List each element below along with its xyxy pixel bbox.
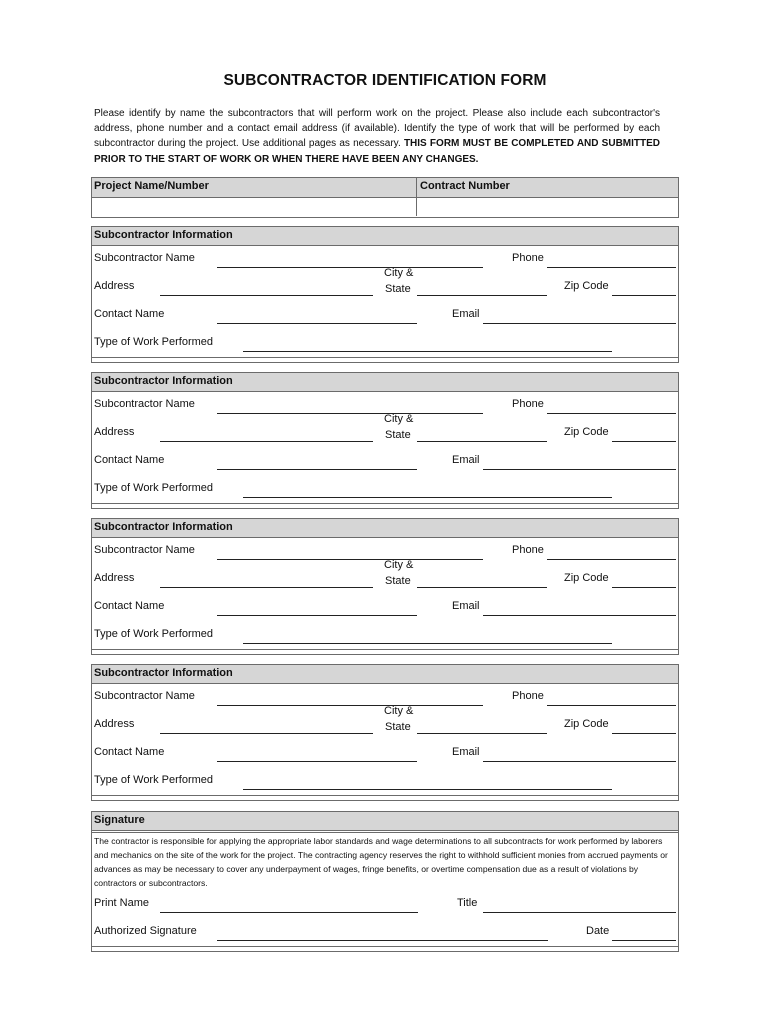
address-label: Address — [94, 572, 135, 584]
phone-field[interactable] — [547, 705, 676, 706]
signature-header: Signature — [92, 812, 678, 831]
print-name-label: Print Name — [94, 897, 150, 909]
intro-text: Please identify by name the subcontractors that will perform work on the project. Please also include each subcontractor's address, phone number and a contact email address (if available). Identify the type of work that will be performed by each subcontractor during the project. Use additional pages as necessary. — [94, 108, 660, 150]
type-of-work-label: Type of Work Performed — [94, 774, 214, 786]
city-state-field[interactable] — [417, 441, 547, 442]
address-field[interactable] — [160, 587, 373, 588]
city-state-label-line2: State — [385, 283, 411, 295]
email-field[interactable] — [483, 323, 676, 324]
phone-field[interactable] — [547, 267, 676, 268]
city-state-label-line1: City & — [384, 413, 414, 425]
block-bottom-rule — [92, 649, 678, 653]
subcontractor-name-label: Subcontractor Name — [94, 544, 195, 556]
zip-code-field[interactable] — [612, 587, 676, 588]
contact-name-field[interactable] — [217, 615, 417, 616]
address-label: Address — [94, 280, 135, 292]
type-of-work-label: Type of Work Performed — [94, 482, 214, 494]
title-label: Title — [457, 897, 478, 909]
subcontractor-block-2 — [91, 372, 679, 509]
subcontractor-block-3 — [91, 518, 679, 655]
city-state-label-line2: State — [385, 429, 411, 441]
subcontractor-header: Subcontractor Information — [92, 519, 678, 538]
city-state-label-line1: City & — [384, 267, 414, 279]
subcontractor-name-field[interactable] — [217, 267, 483, 268]
subcontractor-name-field[interactable] — [217, 413, 483, 414]
subcontractor-header: Subcontractor Information — [92, 373, 678, 392]
block-bottom-rule — [92, 357, 678, 361]
type-of-work-field[interactable] — [243, 351, 612, 352]
city-state-label-line2: State — [385, 575, 411, 587]
phone-label: Phone — [512, 690, 544, 702]
project-table-divider — [416, 178, 417, 216]
signature-bottom-rule — [92, 946, 678, 950]
zip-code-label: Zip Code — [564, 718, 609, 730]
zip-code-field[interactable] — [612, 295, 676, 296]
intro-bold-notice: THIS FORM MUST BE COMPLETED AND SUBMITTED PRIOR TO THE START OF WORK OR WHEN THERE HAVE BEEN ANY CHANGES. — [94, 138, 661, 165]
email-field[interactable] — [483, 761, 676, 762]
city-state-field[interactable] — [417, 295, 547, 296]
subcontractor-name-label: Subcontractor Name — [94, 398, 195, 410]
phone-label: Phone — [512, 398, 544, 410]
zip-code-field[interactable] — [612, 733, 676, 734]
date-label: Date — [586, 925, 610, 937]
address-field[interactable] — [160, 733, 373, 734]
city-state-label-line2: State — [385, 721, 411, 733]
contact-name-label: Contact Name — [94, 746, 165, 758]
subcontractor-block-1 — [91, 226, 679, 363]
city-state-label-line1: City & — [384, 705, 414, 717]
contact-name-label: Contact Name — [94, 600, 165, 612]
phone-field[interactable] — [547, 413, 676, 414]
subcontractor-name-field[interactable] — [217, 705, 483, 706]
type-of-work-field[interactable] — [243, 789, 612, 790]
subcontractor-name-label: Subcontractor Name — [94, 252, 195, 264]
contact-name-field[interactable] — [217, 761, 417, 762]
phone-label: Phone — [512, 544, 544, 556]
project-name-label: Project Name/Number — [94, 180, 209, 192]
contact-name-label: Contact Name — [94, 454, 165, 466]
subcontractor-header: Subcontractor Information — [92, 227, 678, 246]
phone-field[interactable] — [547, 559, 676, 560]
subcontractor-header: Subcontractor Information — [92, 665, 678, 684]
subcontractor-name-field[interactable] — [217, 559, 483, 560]
contract-number-field[interactable] — [420, 199, 674, 215]
signature-section — [91, 811, 679, 952]
block-bottom-rule — [92, 795, 678, 799]
type-of-work-label: Type of Work Performed — [94, 336, 214, 348]
form-title: SUBCONTRACTOR IDENTIFICATION FORM — [223, 72, 547, 89]
email-field[interactable] — [483, 615, 676, 616]
subcontractor-block-4 — [91, 664, 679, 801]
phone-label: Phone — [512, 252, 544, 264]
email-label: Email — [452, 600, 480, 612]
address-label: Address — [94, 718, 135, 730]
email-label: Email — [452, 454, 480, 466]
authorized-signature-label: Authorized Signature — [94, 925, 197, 937]
type-of-work-field[interactable] — [243, 497, 612, 498]
email-label: Email — [452, 746, 480, 758]
city-state-field[interactable] — [417, 733, 547, 734]
contact-name-field[interactable] — [217, 469, 417, 470]
email-label: Email — [452, 308, 480, 320]
address-field[interactable] — [160, 441, 373, 442]
zip-code-label: Zip Code — [564, 572, 609, 584]
block-bottom-rule — [92, 503, 678, 507]
zip-code-field[interactable] — [612, 441, 676, 442]
address-field[interactable] — [160, 295, 373, 296]
print-name-field[interactable] — [160, 912, 418, 913]
type-of-work-field[interactable] — [243, 643, 612, 644]
subcontractor-name-label: Subcontractor Name — [94, 690, 195, 702]
project-name-field[interactable] — [94, 199, 414, 215]
email-field[interactable] — [483, 469, 676, 470]
contact-name-label: Contact Name — [94, 308, 165, 320]
zip-code-label: Zip Code — [564, 426, 609, 438]
signature-disclaimer: The contractor is responsible for applying the appropriate labor standards and wage determinations to all subcontracts for work performed by laborers and mechanics on the site of the work for the project. The contracting agency reserves the right to withhold sufficient monies from accrued payments or advances as may be necessary to cover any underpayment of wages, fringe benefits, or overtime compensation due as a result of violations by contractors or subcontractors. — [94, 836, 668, 888]
contract-number-label: Contract Number — [420, 180, 510, 192]
project-table — [91, 177, 679, 218]
date-field[interactable] — [612, 940, 676, 941]
address-label: Address — [94, 426, 135, 438]
zip-code-label: Zip Code — [564, 280, 609, 292]
title-field[interactable] — [483, 912, 676, 913]
authorized-signature-field[interactable] — [217, 940, 548, 941]
city-state-label-line1: City & — [384, 559, 414, 571]
type-of-work-label: Type of Work Performed — [94, 628, 214, 640]
contact-name-field[interactable] — [217, 323, 417, 324]
intro-paragraph — [94, 106, 660, 167]
city-state-field[interactable] — [417, 587, 547, 588]
